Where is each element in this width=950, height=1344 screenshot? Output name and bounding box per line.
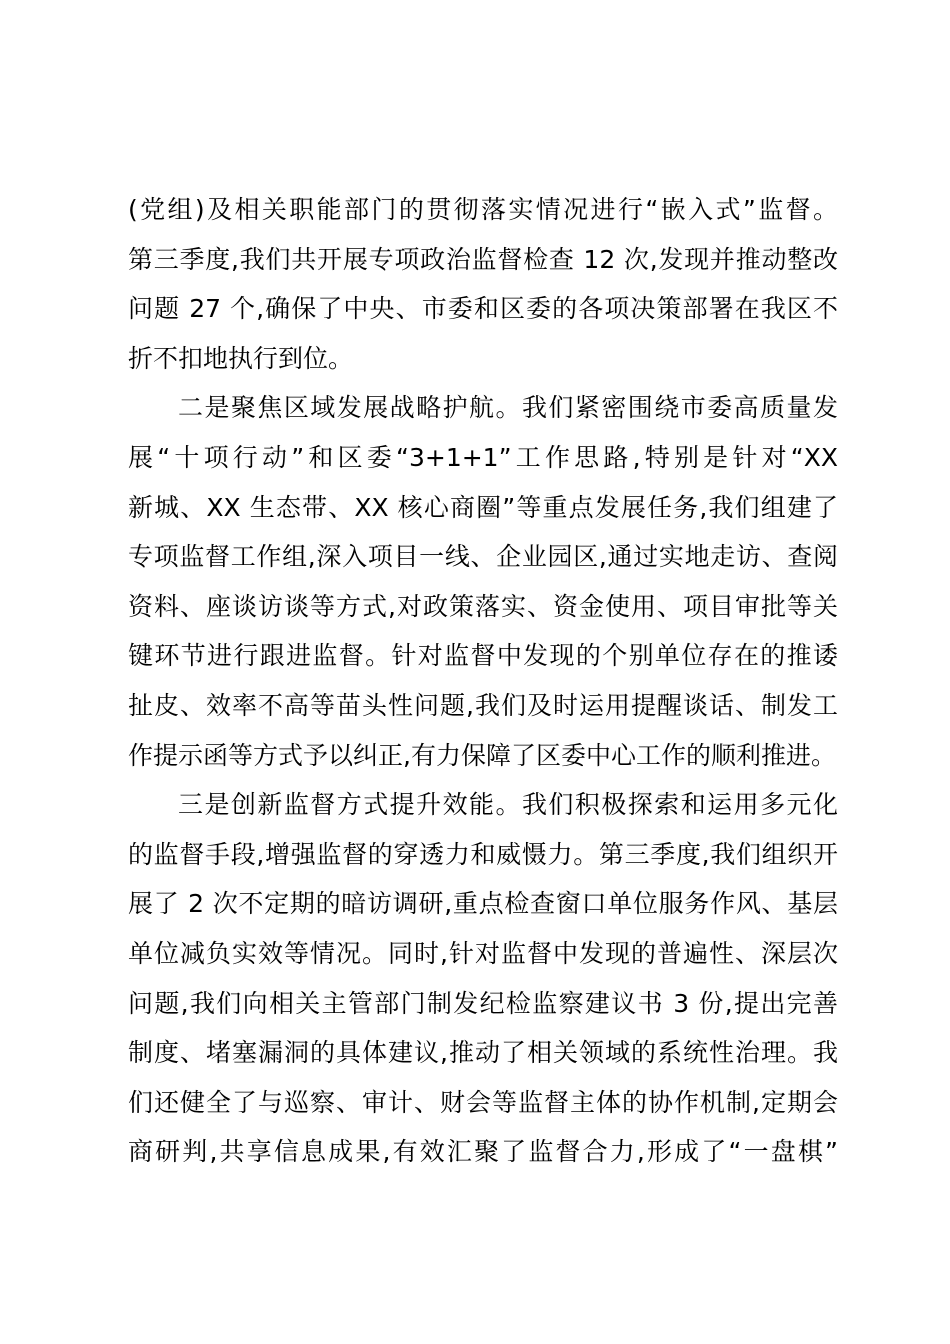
text-line: 键环节进行跟进监督。针对监督中发现的个别单位存在的推诿 [128, 641, 838, 671]
text-line: 第三季度,我们共开展专项政治监督检查 12 次,发现并推动整改 [128, 244, 838, 274]
text-line: 专项监督工作组,深入项目一线、企业园区,通过实地走访、查阅 [128, 542, 838, 572]
text-line: 的监督手段,增强监督的穿透力和威慑力。第三季度,我们组织开 [128, 839, 838, 869]
text-line: 扯皮、效率不高等苗头性问题,我们及时运用提醒谈话、制发工 [128, 690, 838, 720]
text-line: 新城、XX 生态带、XX 核心商圈”等重点发展任务,我们组建了 [128, 492, 838, 522]
text-line: 们还健全了与巡察、审计、财会等监督主体的协作机制,定期会 [128, 1087, 838, 1117]
body-text [128, 185, 838, 1177]
text-line: 展“十项行动”和区委“3+1+1”工作思路,特别是针对“XX [128, 442, 838, 472]
text-line: 商研判,共享信息成果,有效汇聚了监督合力,形成了“一盘棋” [128, 1137, 838, 1167]
text-line: 单位减负实效等情况。同时,针对监督中发现的普遍性、深层次 [128, 938, 838, 968]
text-line: 作提示函等方式予以纠正,有力保障了区委中心工作的顺利推进。 [128, 740, 836, 770]
text-line: 问题 27 个,确保了中央、市委和区委的各项决策部署在我区不 [128, 294, 838, 324]
text-line: 资料、座谈访谈等方式,对政策落实、资金使用、项目审批等关 [128, 591, 838, 621]
text-line: 展了 2 次不定期的暗访调研,重点检查窗口单位服务作风、基层 [128, 889, 838, 919]
text-line: 制度、堵塞漏洞的具体建议,推动了相关领域的系统性治理。我 [128, 1038, 838, 1068]
paragraph-start-line: 三是创新监督方式提升效能。我们积极探索和运用多元化 [178, 790, 838, 820]
paragraph-start-line: 二是聚焦区域发展战略护航。我们紧密围绕市委高质量发 [178, 393, 838, 423]
text-line: 问题,我们向相关主管部门制发纪检监察建议书 3 份,提出完善 [128, 988, 838, 1018]
text-line: 折不扣地执行到位。 [128, 343, 354, 373]
text-line: (党组)及相关职能部门的贯彻落实情况进行“嵌入式”监督。 [128, 195, 838, 224]
